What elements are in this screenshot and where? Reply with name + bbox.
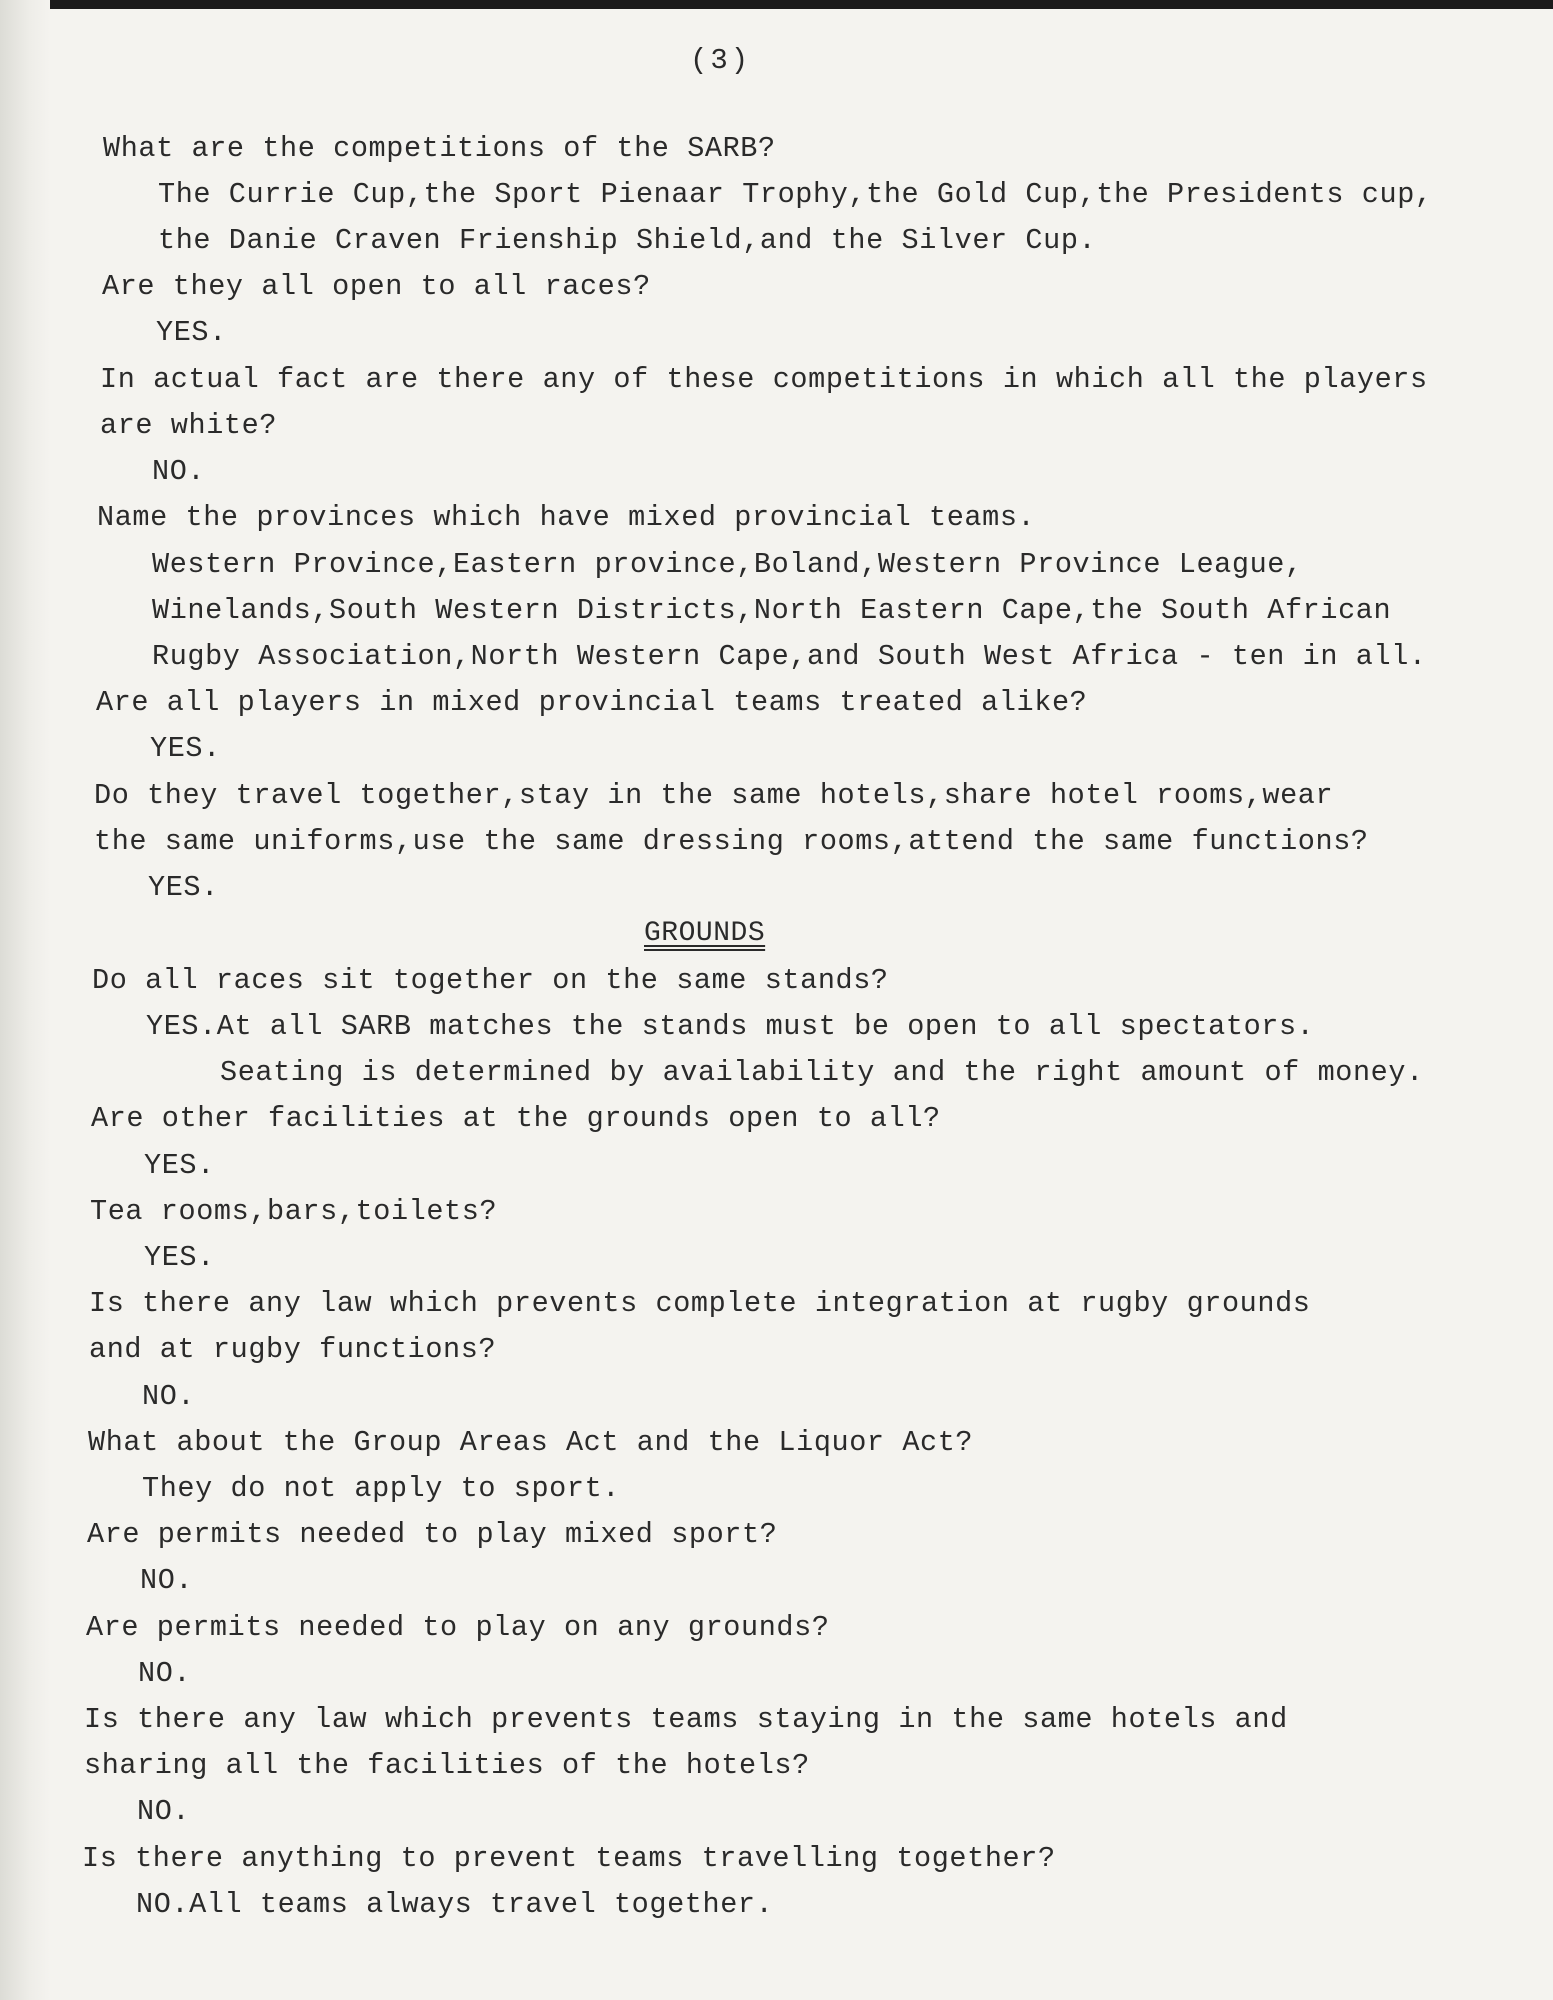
section-heading: GROUNDS (644, 918, 766, 949)
question-line: the same uniforms,use the same dressing rooms,attend the same functions? (94, 825, 1369, 858)
question-line: Do all races sit together on the same stands? (92, 964, 889, 997)
question-line: Are all players in mixed provincial teams treated alike? (96, 686, 1088, 719)
question-line: What are the competitions of the SARB? (103, 132, 776, 165)
question-line: Are permits needed to play mixed sport? (87, 1518, 778, 1551)
page-shadow-edge (0, 0, 50, 2000)
question-line: Do they travel together,stay in the same hotels,share hotel rooms,wear (94, 779, 1334, 812)
question-line: Are permits needed to play on any grounds? (86, 1611, 830, 1644)
answer-line: the Danie Craven Frienship Shield,and the Silver Cup. (158, 224, 1097, 257)
answer-line: NO. (137, 1795, 191, 1828)
answer-line: NO. (142, 1380, 196, 1413)
answer-line: Rugby Association,North Western Cape,and South West Africa - ten in all. (152, 640, 1427, 673)
question-line: Is there any law which prevents complete integration at rugby grounds (89, 1287, 1311, 1320)
question-line: Tea rooms,bars,toilets? (90, 1195, 498, 1228)
answer-line: The Currie Cup,the Sport Pienaar Trophy,the Gold Cup,the Presidents cup, (158, 178, 1433, 211)
question-line: sharing all the facilities of the hotels? (84, 1749, 810, 1782)
answer-line: NO. (152, 455, 206, 488)
answer-line: Western Province,Eastern province,Boland,Western Province League, (152, 548, 1303, 581)
question-line: Is there anything to prevent teams travelling together? (82, 1842, 1056, 1875)
answer-line: Seating is determined by availability and the right amount of money. (220, 1056, 1424, 1089)
question-line: are white? (100, 409, 278, 442)
question-line: Are other facilities at the grounds open to all? (91, 1102, 941, 1135)
answer-line: NO. (138, 1657, 192, 1690)
answer-line: Winelands,South Western Districts,North Eastern Cape,the South African (152, 594, 1392, 627)
question-line: Name the provinces which have mixed provincial teams. (97, 501, 1036, 534)
question-line: Is there any law which prevents teams staying in the same hotels and (84, 1703, 1288, 1736)
page-top-edge (50, 0, 1553, 9)
answer-line: NO.All teams always travel together. (136, 1888, 774, 1921)
page-number: (3) (690, 44, 752, 77)
question-line: What about the Group Areas Act and the Liquor Act? (88, 1426, 974, 1459)
answer-line: YES. (144, 1241, 215, 1274)
question-line: and at rugby functions? (89, 1333, 497, 1366)
answer-line: YES. (156, 316, 227, 349)
question-line: Are they all open to all races? (102, 270, 651, 303)
answer-line: YES. (148, 871, 219, 904)
answer-line: YES.At all SARB matches the stands must be open to all spectators. (146, 1010, 1315, 1043)
answer-line: YES. (144, 1149, 215, 1182)
question-line: In actual fact are there any of these competitions in which all the players (100, 363, 1428, 396)
answer-line: YES. (150, 732, 221, 765)
answer-line: NO. (140, 1564, 194, 1597)
answer-line: They do not apply to sport. (142, 1472, 620, 1505)
